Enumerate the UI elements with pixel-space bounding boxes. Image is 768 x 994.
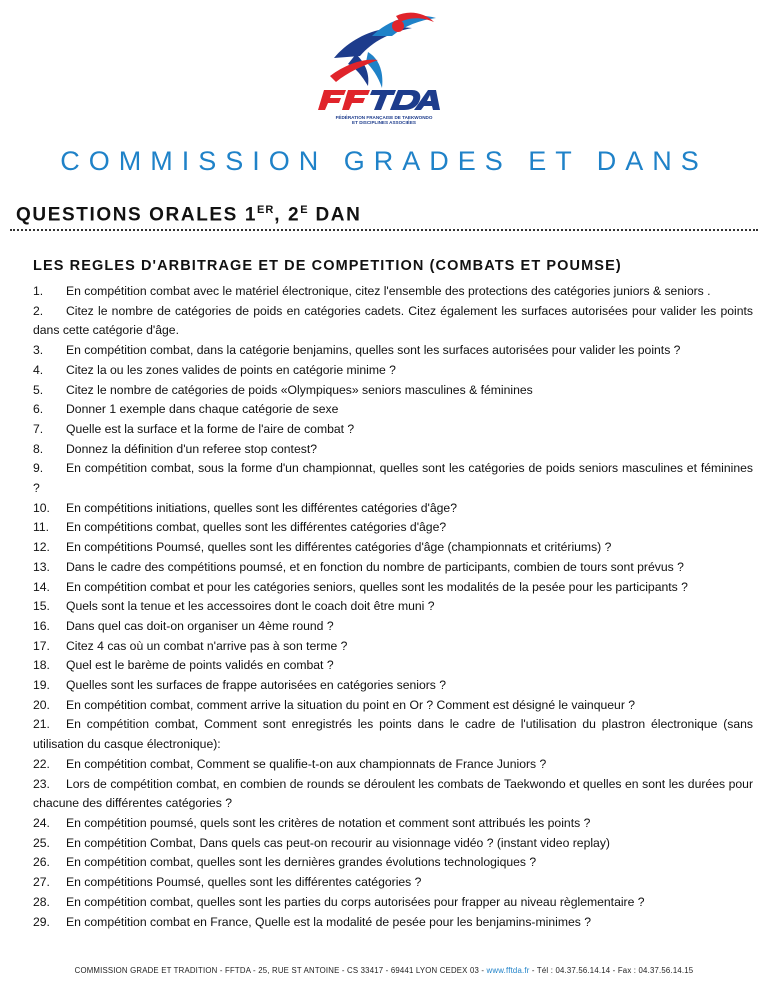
- question-item: [33, 597, 753, 617]
- footer: COMMISSION GRADE ET TRADITION - FFTDA - 25, RUE ST ANTOINE - CS 33417 - 69441 LYON CEDEX 03 - www.fftda.fr - Tél : 04.37.56.14.14 - Fax : 04.37.56.14.15: [74, 966, 694, 975]
- question-text: En compétitions combat, quelles sont les différentes catégories d'âge?: [66, 520, 447, 535]
- dotted-divider: [10, 229, 758, 231]
- question-text: En compétition combat, dans la catégorie benjamins, quelles sont les surfaces autorisées pour valider les points ?: [66, 343, 681, 358]
- question-text: Citez le nombre de catégories de poids en catégories cadets. Citez également les surfaces autorisées pour valider les points dans cette catégorie d'âge.: [33, 303, 753, 338]
- question-text: En compétition Combat, Dans quels cas peut-on recourir au visionnage vidéo ? (instant video replay): [66, 835, 610, 850]
- question-text: En compétition combat, comment arrive la situation du point en Or ? Comment est désigné le vainqueur ?: [66, 697, 636, 712]
- question-text: Quels sont la tenue et les accessoires dont le coach doit être muni ?: [66, 599, 435, 614]
- page-title: QUESTIONS ORALES 1ER, $2^E$ DAN: [16, 204, 362, 226]
- question-text: Donner 1 exemple dans chaque catégorie de sexe: [66, 402, 339, 417]
- question-item: [33, 341, 753, 361]
- question-text: Quelle est la surface et la forme de l'aire de combat ?: [66, 421, 355, 436]
- question-number: 12.: [33, 540, 50, 555]
- question-number: 28.: [33, 894, 50, 909]
- question-number: 13.: [33, 559, 50, 574]
- question-number: 1.: [33, 284, 44, 298]
- question-number: 6.: [33, 402, 44, 417]
- question-item: [33, 440, 753, 460]
- question-text: En compétitions initiations, quelles sont les différentes catégories d'âge?: [66, 500, 457, 515]
- question-item: [33, 676, 753, 696]
- question-number: 5.: [33, 382, 44, 397]
- question-number: 10.: [33, 500, 50, 515]
- question-text: En compétition combat, sous la forme d'un championnat, quelles sont les catégories de poids seniors masculines et féminines ?: [33, 461, 753, 496]
- question-text: Dans le cadre des compétitions poumsé, et en fonction du nombre de participants, combien de tours sont prévus ?: [66, 559, 684, 574]
- question-item: [33, 558, 753, 578]
- question-number: 21.: [33, 717, 50, 732]
- question-item: [33, 518, 753, 538]
- question-item: [33, 913, 753, 933]
- question-item: [33, 715, 753, 754]
- question-item: [33, 578, 753, 598]
- fftda-emblem-icon: [312, 6, 456, 130]
- commission-title: COMMISSION GRADES ET DANS: [60, 146, 708, 176]
- question-text: Citez le nombre de catégories de poids «Olympiques» seniors masculines & féminines: [66, 382, 533, 397]
- question-item: [33, 696, 753, 716]
- question-number: 7.: [33, 421, 44, 436]
- question-number: 25.: [33, 835, 50, 850]
- question-text: En compétition combat, Comment sont enregistrés les points dans le cadre de l'utilisation du plastron électronique (sans utilisation du casque électronique):: [33, 717, 753, 752]
- question-text: En compétitions Poumsé, quelles sont les différentes catégories ?: [66, 875, 422, 890]
- question-item: [33, 637, 753, 657]
- question-text: En compétitions Poumsé, quelles sont les différentes catégories d'âge (championnats et critériums) ?: [66, 540, 612, 555]
- question-item: [33, 873, 753, 893]
- question-number: 2.: [33, 303, 44, 318]
- question-number: 8.: [33, 441, 44, 456]
- question-item: [33, 400, 753, 420]
- question-number: 26.: [33, 855, 50, 870]
- question-item: [33, 282, 753, 302]
- question-item: [33, 361, 753, 381]
- question-text: En compétition combat, quelles sont les dernières grandes évolutions technologiques ?: [66, 855, 537, 870]
- question-text: En compétition combat, Comment se qualifie-t-on aux championnats de France Juniors ?: [66, 756, 547, 771]
- question-text: Lors de compétition combat, en combien de rounds se déroulent les combats de Taekwondo et quelles en sont les durées pour chacune des différentes catégories ?: [33, 776, 753, 811]
- question-number: 20.: [33, 697, 50, 712]
- question-text: En compétition combat en France, Quelle est la modalité de pesée pour les benjamins-minimes ?: [66, 914, 592, 929]
- question-item: [33, 814, 753, 834]
- question-item: [33, 538, 753, 558]
- question-item: [33, 617, 753, 637]
- question-text: En compétition combat avec le matériel électronique, citez l'ensemble des protections des catégories juniors & seniors .: [66, 284, 711, 298]
- question-text: Citez la ou les zones valides de points en catégorie minime ?: [66, 362, 396, 377]
- question-item: [33, 499, 753, 519]
- question-text: En compétition combat et pour les catégories seniors, quelles sont les modalités de la pesée pour les participants ?: [66, 579, 688, 594]
- question-number: 3.: [33, 343, 44, 358]
- question-number: 17.: [33, 638, 50, 653]
- question-text: Quel est le barème de points validés en combat ?: [66, 658, 334, 673]
- question-text: En compétition combat, quelles sont les parties du corps autorisées pour frapper au niveau règlementaire ?: [66, 894, 645, 909]
- question-item: [33, 656, 753, 676]
- question-number: 23.: [33, 776, 50, 791]
- question-number: 16.: [33, 618, 50, 633]
- question-item: [33, 302, 753, 341]
- question-item: [33, 420, 753, 440]
- question-list: [33, 282, 753, 932]
- question-item: [33, 755, 753, 775]
- section-title: LES REGLES D'ARBITRAGE ET DE COMPETITION (COMBATS ET POUMSE): [33, 258, 622, 274]
- question-item: [33, 775, 753, 814]
- question-number: 11.: [33, 520, 50, 535]
- logo-subtitle: FÉDÉRATION FRANÇAISE DE TAEKWONDO ET DISCIPLINES ASSOCIÉES: [335, 115, 433, 126]
- question-number: 27.: [33, 875, 50, 890]
- question-item: [33, 853, 753, 873]
- question-number: 15.: [33, 599, 50, 614]
- question-item: [33, 893, 753, 913]
- question-item: [33, 381, 753, 401]
- question-number: 4.: [33, 362, 44, 377]
- question-item: [33, 459, 753, 498]
- question-number: 29.: [33, 914, 50, 929]
- question-number: 9.: [33, 461, 44, 476]
- question-number: 14.: [33, 579, 50, 594]
- question-text: Quelles sont les surfaces de frappe autorisées en catégories seniors ?: [66, 678, 447, 693]
- question-item: [33, 834, 753, 854]
- question-number: 19.: [33, 678, 50, 693]
- question-text: Dans quel cas doit-on organiser un 4ème round ?: [66, 618, 334, 633]
- question-text: Citez 4 cas où un combat n'arrive pas à son terme ?: [66, 638, 348, 653]
- question-text: Donnez la définition d'un referee stop contest?: [66, 441, 317, 456]
- website-link[interactable]: www.fftda.fr: [486, 966, 530, 975]
- question-text: En compétition poumsé, quels sont les critères de notation et comment sont attribués les points ?: [66, 815, 591, 830]
- fftda-logo: [312, 6, 456, 130]
- question-number: 22.: [33, 756, 50, 771]
- question-number: 18.: [33, 658, 50, 673]
- question-number: 24.: [33, 815, 50, 830]
